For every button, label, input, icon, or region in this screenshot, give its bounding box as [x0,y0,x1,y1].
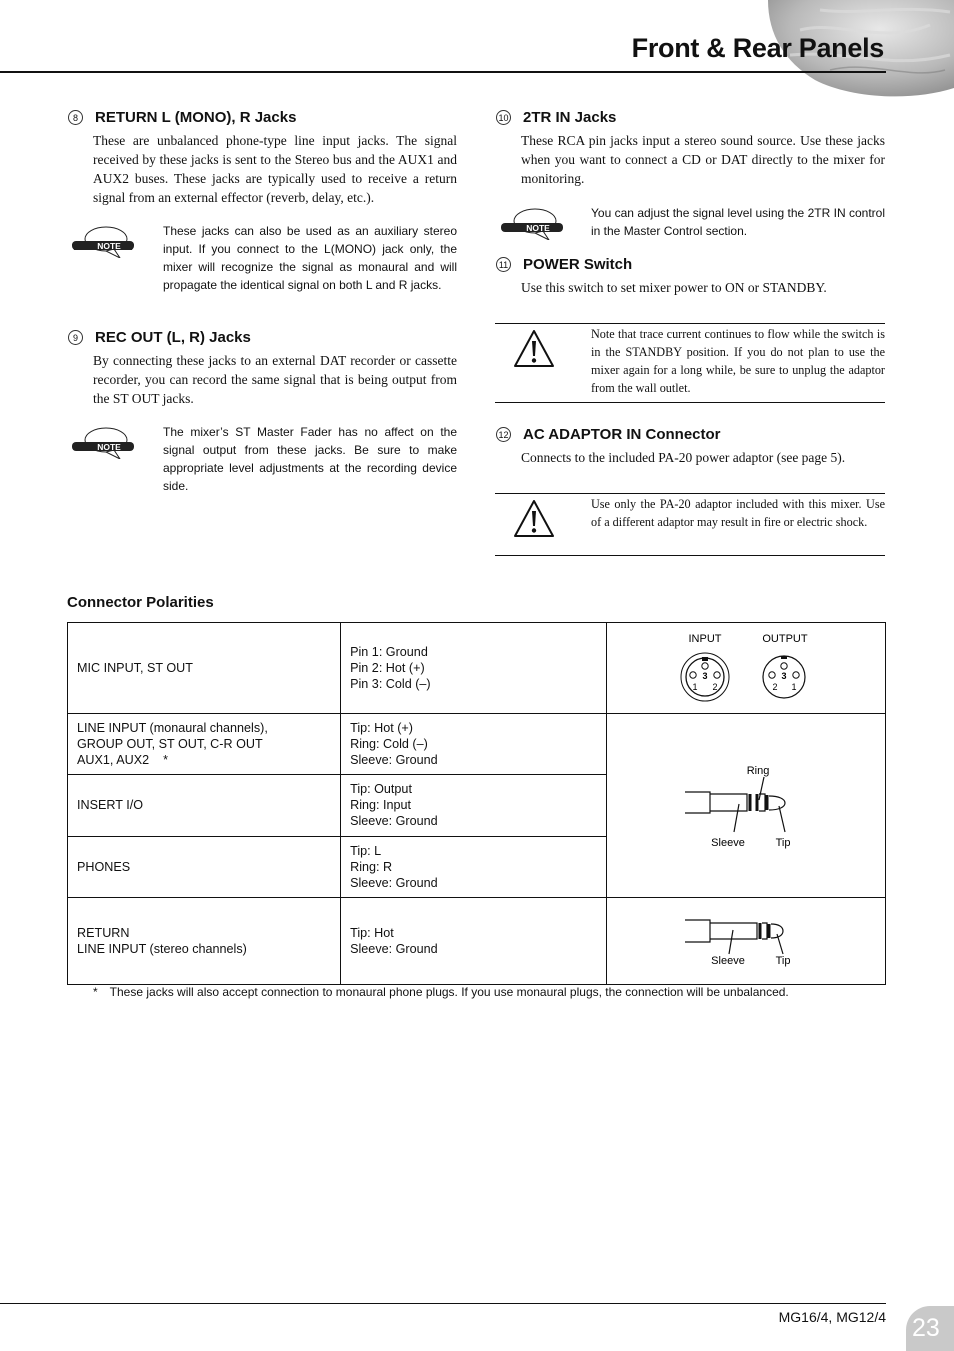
trs-figure-cell [606,714,885,898]
section-body: These RCA pin jacks input a stereo sound source. Use these jacks when you want to connect a CD or DAT directly to the mixer for monitoring. [521,133,885,186]
trs-sleeve-label: Sleeve [711,837,745,849]
xlr-output-plug-icon [763,656,805,698]
xlr-figure-cell [606,623,885,714]
connector-cell [68,775,341,836]
section-number-badge: 8 [68,110,83,125]
pin-label: 2 [772,682,778,692]
note-text: The mixer’s ST Master Fader has no affect on the signal output from these jacks. Be sure to make appropriate level adjustments at the recording device side. [163,425,457,493]
connector-cell [68,714,341,775]
connector-line: INSERT I/O [77,798,144,813]
xlr-output-label: OUTPUT [762,633,808,645]
section-body: By connecting these jacks to an external DAT recorder or cassette recorder, you can record the same signal that is being output from the ST OUT jacks. [93,353,457,406]
note-2tr-in [499,204,885,244]
wiring-line: Pin 3: Cold (–) [350,677,431,691]
section-heading [495,256,885,273]
wiring-line: Tip: Hot (+) [350,721,413,736]
page-number: 23 [912,1314,940,1342]
note-label: NOTE [526,223,550,233]
xlr-input-socket-icon [681,653,729,701]
warning-triangle-icon [513,499,555,539]
ts-plug-icon [685,920,783,954]
ts-figure-cell [606,898,885,985]
pin-label: 1 [791,682,797,692]
footnote-marker: * [93,985,98,999]
connector-line: RETURN [77,926,130,940]
connector-line: PHONES [77,859,131,874]
caution-text: Use only the PA-20 adaptor included with this mixer. Use of a different adaptor may result in fire or electric shock. [591,497,885,529]
footnote-text: These jacks will also accept connection to monaural phone plugs. If you use monaural plugs, the connection will be unbalanced. [109,985,789,999]
wiring-line: Pin 2: Hot (+) [350,661,425,675]
section-heading [67,329,457,346]
note-icon [70,222,140,258]
section-rec-out [67,329,457,408]
note-text: You can adjust the signal level using the 2TR IN control in the Master Control section. [591,206,885,238]
section-number-badge: 10 [496,110,511,125]
note-rec-out [70,423,457,495]
note-icon [499,204,569,240]
ts-plug-diagram [607,898,885,984]
section-title: POWER Switch [523,256,633,273]
ts-tip-label: Tip [775,955,791,967]
section-ac-adaptor [495,426,885,467]
table-footnote [93,985,789,999]
wiring-line: Ring: R [350,859,393,874]
trs-ring-label: Ring [746,765,770,777]
wiring-cell [341,898,607,985]
table-row [68,623,886,714]
wiring-line: Ring: Input [350,798,412,813]
connector-line: GROUP OUT, ST OUT, C-R OUT [77,737,263,752]
trs-plug-diagram [607,714,885,897]
section-heading [495,109,885,126]
model-name: MG16/4, MG12/4 [778,1309,886,1325]
wiring-line: Pin 1: Ground [350,645,428,659]
section-heading [495,426,885,443]
warning-triangle-icon [513,329,555,369]
header-rule [0,71,886,73]
section-body: These are unbalanced phone-type line input jacks. The signal received by these jacks is sent to the Stereo bus and the AUX1 and AUX2 buses. These jacks are typically used to receive a return signal from an external effector (reverb, delay, etc.). [93,133,457,205]
connector-cell [68,898,341,985]
connector-line: LINE INPUT (monaural channels), [77,721,268,736]
pin-label: 3 [702,671,708,681]
note-label: NOTE [97,241,121,251]
connector-polarities-heading: Connector Polarities [67,594,214,611]
section-title: AC ADAPTOR IN Connector [523,426,721,443]
wiring-cell [341,836,607,897]
wiring-line: Tip: L [350,843,382,858]
xlr-connector-diagram [607,623,885,713]
table-row [68,898,886,985]
section-title: RETURN L (MONO), R Jacks [95,109,297,126]
section-2tr-in [495,109,885,188]
wiring-line: Sleeve: Ground [350,814,438,829]
section-title: REC OUT (L, R) Jacks [95,329,251,346]
section-body: Connects to the included PA-20 power adaptor (see page 5). [521,450,846,465]
section-heading [67,109,457,126]
connector-line: MIC INPUT, ST OUT [77,661,193,675]
section-number-badge: 11 [496,257,511,272]
caution-power [495,323,885,403]
section-number-badge: 9 [68,330,83,345]
wiring-cell [341,714,607,775]
note-icon [70,423,140,459]
section-power-switch [495,256,885,297]
wiring-line: Tip: Hot [350,926,394,940]
note-label: NOTE [97,442,121,452]
note-return-jacks [70,222,457,312]
section-number-badge: 12 [496,427,511,442]
wiring-line: Tip: Output [350,782,412,797]
footer-rule [0,1303,886,1304]
connector-cell [68,836,341,897]
connector-line: AUX1, AUX2 * [77,753,168,768]
wiring-line: Sleeve: Ground [350,942,438,956]
connector-cell [68,623,341,714]
connector-polarities-table [67,622,886,985]
page-title: Front & Rear Panels [631,33,884,63]
section-body: Use this switch to set mixer power to ON or STANDBY. [521,280,827,295]
section-title: 2TR IN Jacks [523,109,617,126]
connector-line: LINE INPUT (stereo channels) [77,942,247,956]
xlr-input-label: INPUT [688,633,722,645]
caution-text: Note that trace current continues to flow while the switch is in the STANDBY position. If you do not plan to use the mixer again for a long while, be sure to unplug the adaptor from the wall outlet. [591,327,885,395]
trs-plug-icon [685,777,785,832]
wiring-cell [341,775,607,836]
ts-sleeve-label: Sleeve [711,955,745,967]
note-text: These jacks can also be used as an auxiliary stereo input. If you connect to the L(MONO) jack only, the mixer will recognize the signal as monaural and will propagate the identical signal on both L and R jacks. [163,224,457,292]
wiring-cell [341,623,607,714]
pin-label: 2 [712,682,718,692]
caution-ac-adaptor [495,493,885,556]
pin-label: 3 [781,671,787,681]
section-return-jacks [67,109,457,207]
trs-tip-label: Tip [775,837,791,849]
wiring-line: Ring: Cold (–) [350,737,428,752]
table-row [68,714,886,775]
pin-label: 1 [692,682,698,692]
wiring-line: Sleeve: Ground [350,875,438,890]
wiring-line: Sleeve: Ground [350,753,438,768]
